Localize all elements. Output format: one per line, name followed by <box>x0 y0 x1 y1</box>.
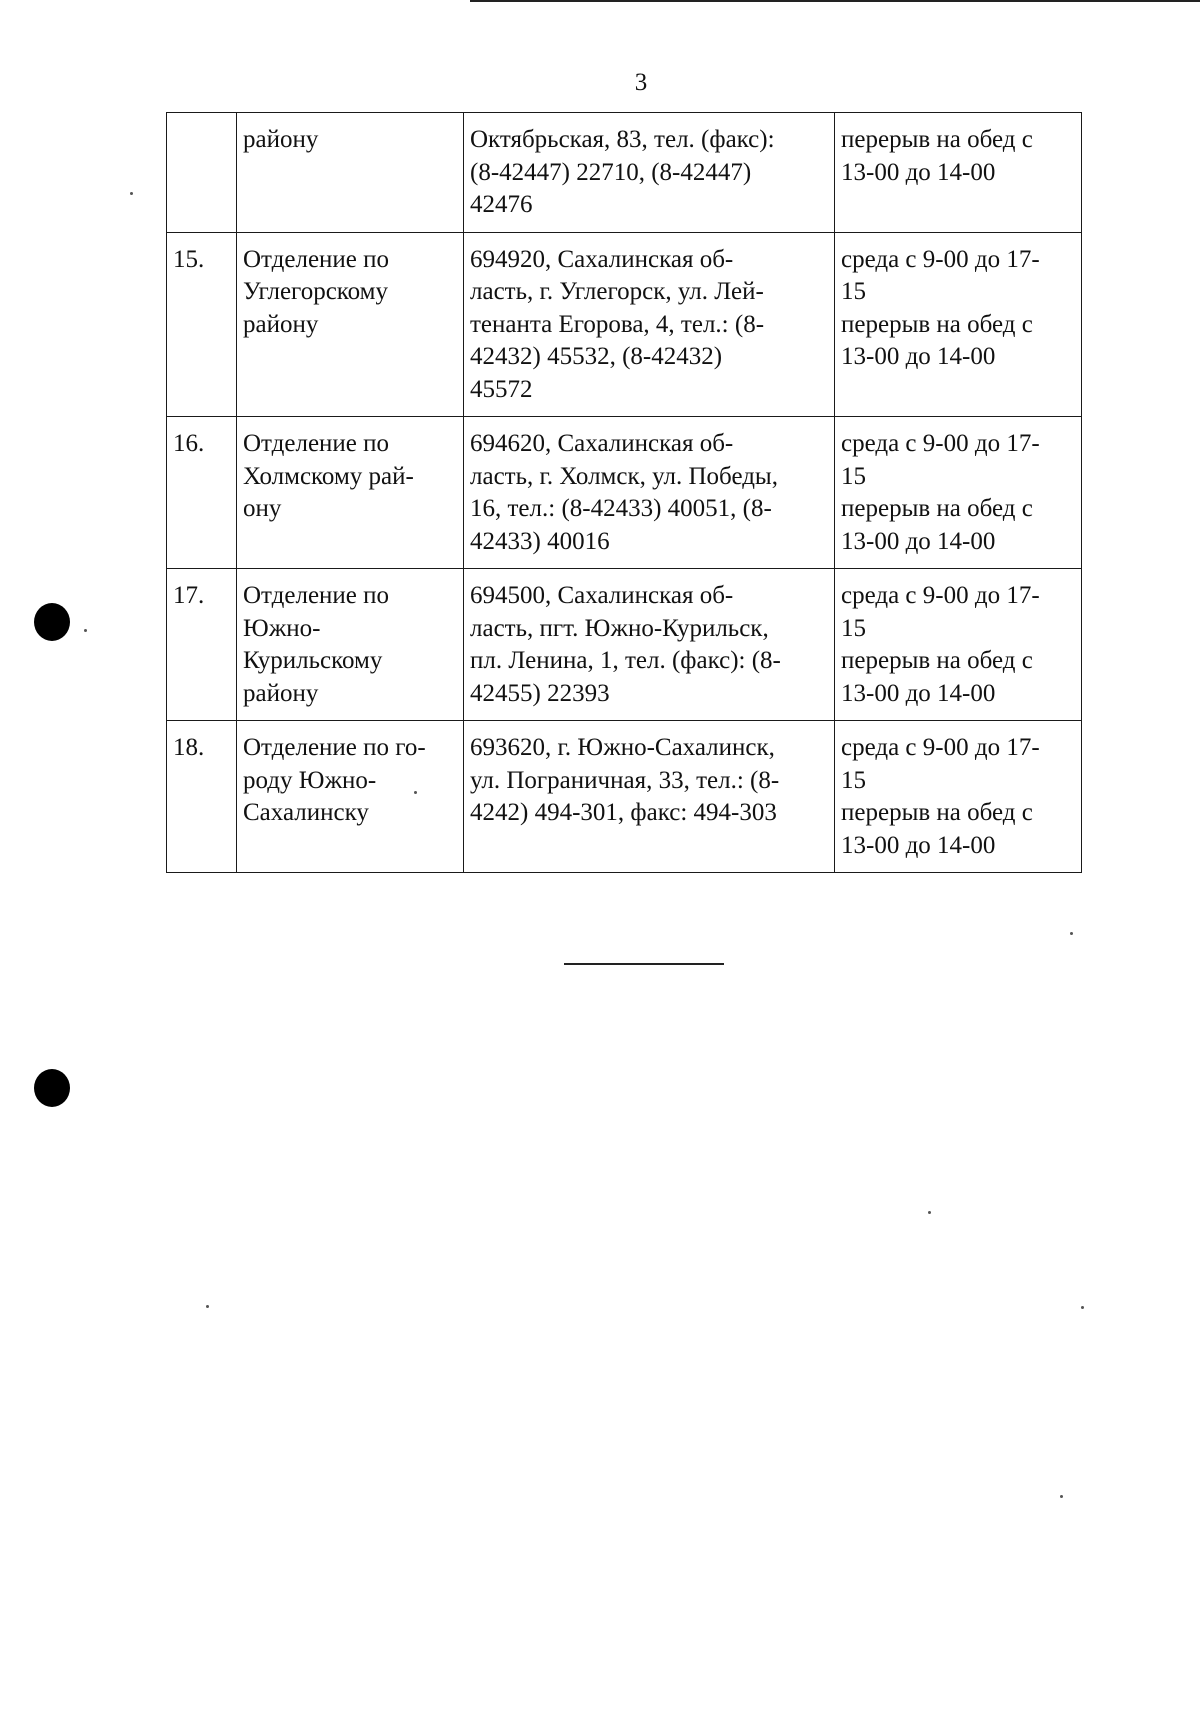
cell-office-name-line: Южно- <box>243 614 321 642</box>
cell-hours-line: 13-00 до 14-00 <box>841 527 996 555</box>
scan-speck <box>1060 1495 1063 1498</box>
cell-number <box>167 113 237 233</box>
cell-office-name <box>237 721 464 873</box>
scan-speck <box>84 629 87 632</box>
cell-address-line: 42476 <box>470 191 533 218</box>
cell-hours-line: 13-00 до 14-00 <box>841 679 996 707</box>
cell-address-line: тенанта Егорова, 4, тел.: (8- <box>470 310 765 338</box>
cell-office-name-line: Курильскому <box>243 647 383 674</box>
cell-number <box>167 232 237 417</box>
cell-address <box>464 417 835 569</box>
scan-speck <box>928 1211 931 1214</box>
cell-address-line: 16, тел.: (8-42433) 40051, (8- <box>470 495 772 522</box>
cell-hours-line: перерыв на обед с <box>841 310 1033 338</box>
cell-office-name-line: району <box>243 679 319 707</box>
cell-address-line: 4242) 494-301, факс: 494-303 <box>470 799 777 826</box>
cell-address-line: ласть, г. Углегорск, ул. Лей- <box>470 278 764 305</box>
offices-table <box>166 112 1082 873</box>
page-number: 3 <box>634 69 648 96</box>
cell-hours-line: 15 <box>841 614 866 642</box>
cell-hours-line: 15 <box>841 278 866 305</box>
cell-address-line: 42432) 45532, (8-42432) <box>470 343 723 370</box>
cell-office-name <box>237 417 464 569</box>
cell-office-name-line: роду Южно- <box>243 766 377 794</box>
cell-address-line: ласть, г. Холмск, ул. Победы, <box>470 462 778 490</box>
cell-office-name-line: ону <box>243 495 282 522</box>
cell-number <box>167 721 237 873</box>
cell-hours-line: перерыв на обед с <box>841 799 1033 826</box>
cell-number-text: 16. <box>173 430 205 457</box>
table-row <box>167 569 1082 721</box>
cell-hours-line: 13-00 до 14-00 <box>841 158 996 186</box>
cell-hours-line: среда с 9-00 до 17- <box>841 734 1040 761</box>
cell-hours-line: перерыв на обед с <box>841 126 1033 153</box>
cell-office-name-line: Отделение по <box>243 430 390 457</box>
cell-office-name-line: Углегорскому <box>243 278 389 305</box>
cell-hours <box>835 113 1082 233</box>
cell-hours <box>835 569 1082 721</box>
cell-hours-line: 13-00 до 14-00 <box>841 343 996 370</box>
cell-address-line: 694500, Сахалинская об- <box>470 582 734 609</box>
cell-hours-line: среда с 9-00 до 17- <box>841 582 1040 609</box>
offices-table-body <box>167 113 1082 873</box>
cell-address-line: Октябрьская, 83, тел. (факс): <box>470 126 775 153</box>
cell-address-line: 42433) 40016 <box>470 527 610 555</box>
cell-hours-line: 15 <box>841 766 866 794</box>
table-row <box>167 721 1082 873</box>
cell-office-name-line: Отделение по <box>243 245 390 273</box>
cell-office-name-line: Сахалинску <box>243 799 369 826</box>
cell-address-line: ласть, пгт. Южно-Курильск, <box>470 614 769 642</box>
cell-office-name <box>237 113 464 233</box>
cell-address-line: 45572 <box>470 375 533 403</box>
cell-address-line: (8-42447) 22710, (8-42447) <box>470 158 752 186</box>
cell-hours <box>835 417 1082 569</box>
cell-office-name-line: Отделение по <box>243 582 390 609</box>
cell-number-text: 17. <box>173 582 205 609</box>
punch-hole <box>34 1069 70 1107</box>
cell-hours <box>835 232 1082 417</box>
cell-hours-line: 13-00 до 14-00 <box>841 831 996 859</box>
cell-office-name <box>237 232 464 417</box>
top-edge-rule <box>470 0 1200 2</box>
cell-address-line: ул. Пограничная, 33, тел.: (8- <box>470 766 780 794</box>
table-row <box>167 417 1082 569</box>
cell-hours-line: 15 <box>841 462 866 490</box>
scan-speck <box>1081 1306 1084 1309</box>
cell-address <box>464 569 835 721</box>
cell-office-name-line: Отделение по го- <box>243 734 426 761</box>
cell-address-line: 694620, Сахалинская об- <box>470 430 734 457</box>
cell-address-line: 693620, г. Южно-Сахалинск, <box>470 734 775 761</box>
closing-rule <box>564 963 724 965</box>
cell-number-text: 18. <box>173 734 205 761</box>
cell-office-name <box>237 569 464 721</box>
cell-hours-line: перерыв на обед с <box>841 495 1033 522</box>
cell-address <box>464 721 835 873</box>
punch-hole <box>34 603 70 641</box>
cell-office-name-line: Холмскому рай- <box>243 462 414 490</box>
cell-hours-line: перерыв на обед с <box>841 647 1033 674</box>
cell-office-name-line: району <box>243 310 319 338</box>
cell-address <box>464 232 835 417</box>
cell-address-line: пл. Ленина, 1, тел. (факс): (8- <box>470 647 781 674</box>
cell-hours <box>835 721 1082 873</box>
cell-office-name-line: району <box>243 126 319 153</box>
scan-speck <box>1070 932 1073 935</box>
table-row <box>167 113 1082 233</box>
cell-address <box>464 113 835 233</box>
table-row <box>167 232 1082 417</box>
cell-hours-line: среда с 9-00 до 17- <box>841 245 1040 273</box>
scan-speck <box>414 791 417 794</box>
cell-address-line: 694920, Сахалинская об- <box>470 245 734 273</box>
cell-hours-line: среда с 9-00 до 17- <box>841 430 1040 457</box>
cell-number <box>167 569 237 721</box>
cell-address-line: 42455) 22393 <box>470 679 610 707</box>
cell-number-text: 15. <box>173 245 205 273</box>
scan-speck <box>206 1305 209 1308</box>
scan-speck <box>130 192 133 195</box>
cell-number <box>167 417 237 569</box>
